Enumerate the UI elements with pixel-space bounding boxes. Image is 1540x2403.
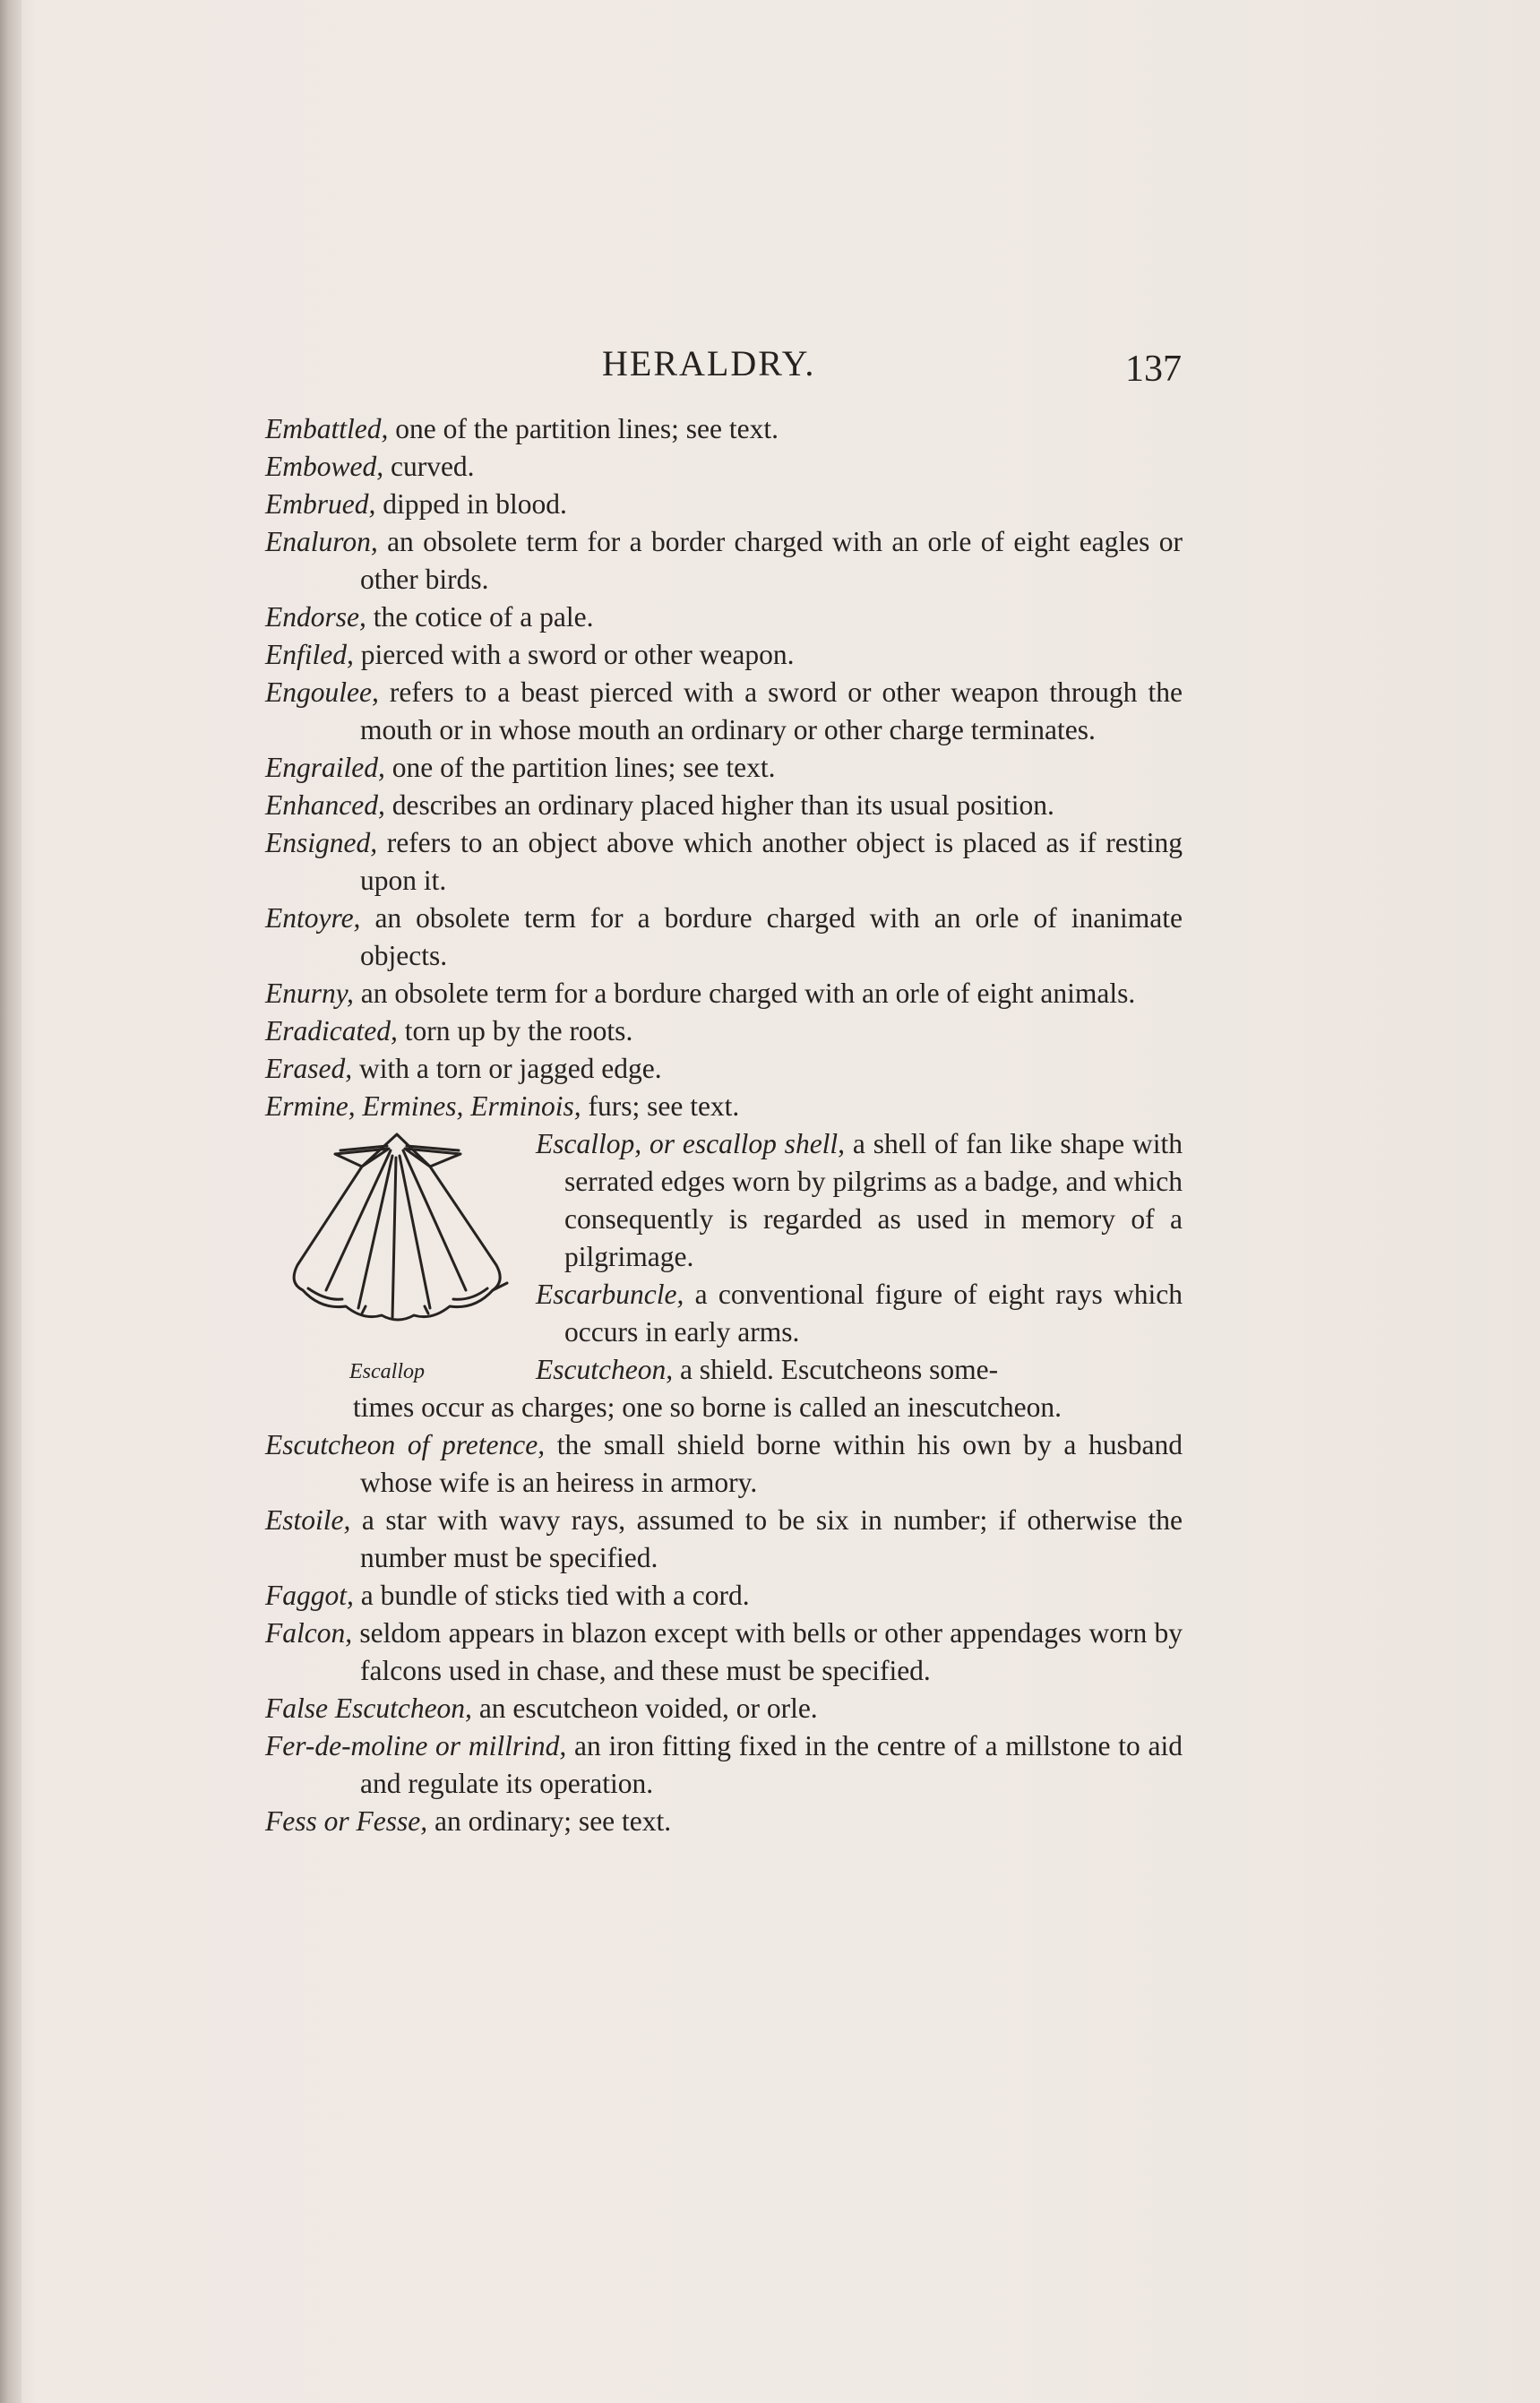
glossary-entry [265, 787, 1183, 824]
entry-definition: refers to an object above which another object is placed as if resting upon it. [360, 827, 1183, 896]
glossary-entry [265, 486, 1183, 523]
glossary-entry [265, 975, 1183, 1012]
entry-definition: torn up by the roots. [397, 1015, 633, 1046]
entry-term: Embrued, [265, 488, 376, 520]
figure-caption: Escallop [349, 1360, 425, 1383]
entry-definition: furs; see text. [581, 1090, 740, 1122]
entry-definition: an obsolete term for a border charged with an orle of eight eagles or other birds. [360, 526, 1183, 595]
entry-definition: the small shield borne within his own by a husband whose wife is an heiress in armory. [360, 1429, 1183, 1498]
entry-definition: refers to a beast pierced with a sword or other weapon through the mouth or in whose mouth an ordinary or other charge terminates. [360, 676, 1183, 745]
entry-definition: describes an ordinary placed higher than its usual position. [384, 789, 1054, 821]
entry-definition: the cotice of a pale. [366, 601, 594, 633]
entry-term: Engoulee, [265, 676, 379, 708]
glossary-entry [265, 410, 1183, 448]
escallop-figure [272, 1131, 523, 1417]
entry-term: Faggot, [265, 1580, 354, 1611]
glossary-entry [265, 1803, 1183, 1840]
entry-term: Embowed, [265, 451, 384, 482]
entry-definition: a star with wavy rays, assumed to be six in number; if otherwise the number must be specified. [350, 1504, 1183, 1573]
entry-term: Enaluron, [265, 526, 378, 557]
glossary-entry [536, 1125, 1183, 1276]
entry-term: Engrailed, [265, 752, 385, 783]
glossary-entry [536, 1276, 1183, 1351]
entry-definition: an obsolete term for a bordure charged with an orle of inanimate objects. [360, 902, 1183, 971]
entry-term: False Escutcheon, [265, 1692, 472, 1724]
entry-definition: seldom appears in blazon except with bells or other appendages worn by falcons used in chase, and these must be specified. [352, 1617, 1183, 1686]
entry-definition: curved. [383, 451, 475, 482]
entry-term: Erased, [265, 1053, 353, 1084]
entry-definition: an iron fitting fixed in the centre of a millstone to aid and regulate its operation. [360, 1730, 1183, 1799]
glossary-text [265, 410, 1183, 1840]
running-head [0, 342, 1540, 396]
entry-term: Embattled, [265, 413, 389, 444]
escallop-shell-icon [272, 1131, 523, 1364]
entry-term: Fer-de-moline or millrind, [265, 1730, 567, 1761]
glossary-entry [536, 1351, 1183, 1389]
glossary-entry [265, 900, 1183, 975]
entry-definition: a shell of fan like shape with serrated edges worn by pilgrims as a badge, and which consequently is regarded as used in memory of a pilgrimage. [564, 1128, 1183, 1272]
glossary-entry [265, 1690, 1183, 1727]
glossary-entry [265, 448, 1183, 486]
entry-definition: an obsolete term for a bordure charged with an orle of eight animals. [353, 978, 1136, 1009]
entry-term: Endorse, [265, 601, 366, 633]
entry-term: Entoyre, [265, 902, 361, 934]
glossary-entry [265, 1088, 1183, 1125]
glossary-entry [265, 674, 1183, 749]
entry-term: Escutcheon, [536, 1354, 674, 1385]
entry-definition: pierced with a sword or other weapon. [353, 639, 795, 670]
glossary-entry [265, 1502, 1183, 1577]
glossary-entries-e [265, 410, 1183, 1125]
entry-term: Enhanced, [265, 789, 385, 821]
entry-term: Enfiled, [265, 639, 354, 670]
entry-definition: one of the partition lines; see text. [384, 752, 776, 783]
entry-definition: an escutcheon voided, or orle. [471, 1692, 818, 1724]
running-title: HERALDRY. [602, 343, 816, 383]
entry-continuation: times occur as charges; one so borne is called an inescutcheon. [353, 1391, 1063, 1423]
glossary-entry [265, 1426, 1183, 1502]
glossary-entry [265, 1012, 1183, 1050]
entry-term: Escallop, or escallop shell, [536, 1128, 846, 1159]
glossary-entry [265, 824, 1183, 900]
glossary-entry [265, 1727, 1183, 1803]
entry-term: Enurny, [265, 978, 354, 1009]
entry-definition: dipped in blood. [375, 488, 567, 520]
entry-definition: an ordinary; see text. [427, 1805, 672, 1837]
entry-term: Ensigned, [265, 827, 378, 858]
page-number: 137 [1125, 349, 1182, 390]
entry-definition: a shield. Escutcheons some- [673, 1354, 999, 1385]
glossary-entry [265, 1050, 1183, 1088]
glossary-entry [265, 749, 1183, 787]
entry-term: Escutcheon of pretence, [265, 1429, 546, 1460]
entry-definition: one of the partition lines; see text. [388, 413, 779, 444]
entry-definition: with a torn or jagged edge. [352, 1053, 662, 1084]
glossary-entry [265, 523, 1183, 599]
glossary-entries-f [265, 1426, 1183, 1840]
glossary-entry [265, 636, 1183, 674]
entry-term: Eradicated, [265, 1015, 398, 1046]
entry-term: Escarbuncle, [536, 1279, 684, 1310]
entry-term: Fess or Fesse, [265, 1805, 428, 1837]
glossary-entry [265, 1577, 1183, 1615]
glossary-entry [265, 1615, 1183, 1690]
entry-definition: a conventional figure of eight rays which occurs in early arms. [564, 1279, 1183, 1348]
entry-term: Estoile, [265, 1504, 351, 1536]
entry-definition: a bundle of sticks tied with a cord. [353, 1580, 750, 1611]
entry-term: Falcon, [265, 1617, 353, 1649]
entry-term: Ermine, Ermines, Erminois, [265, 1090, 581, 1122]
glossary-entry [265, 599, 1183, 636]
